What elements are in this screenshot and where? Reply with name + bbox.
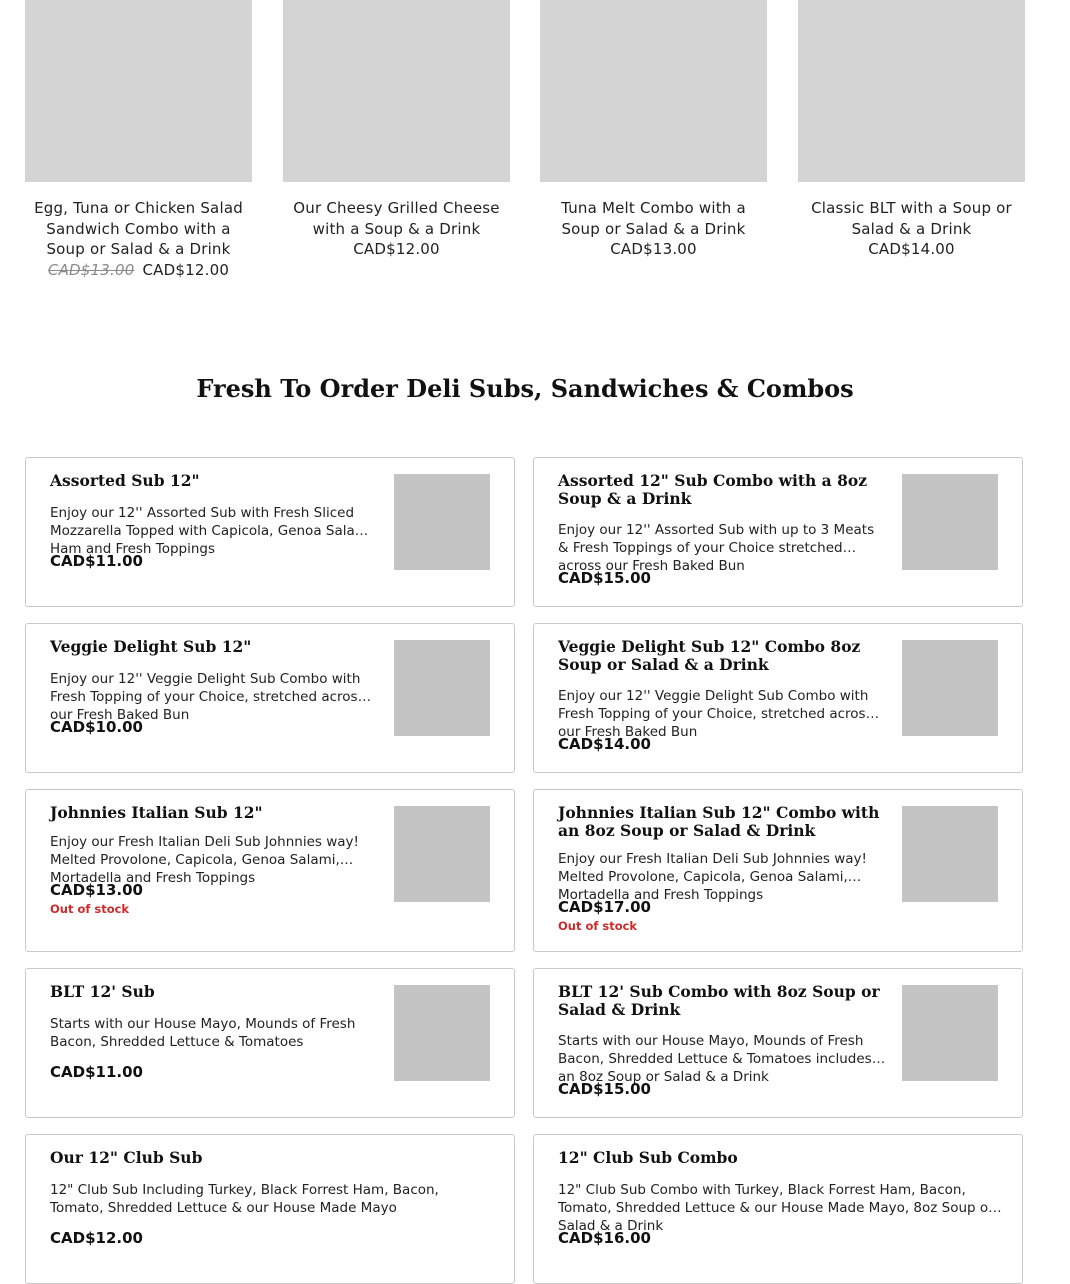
menu-item-card[interactable]	[25, 1134, 515, 1284]
menu-item-info	[50, 983, 378, 1082]
menu-item-card[interactable]	[533, 457, 1023, 607]
menu-item-card[interactable]	[533, 968, 1023, 1118]
menu-item-image[interactable]	[902, 640, 998, 736]
menu-item-name[interactable]: Veggie Delight Sub 12"	[50, 637, 252, 656]
menu-item-name[interactable]: Assorted Sub 12"	[50, 471, 200, 490]
product-image[interactable]	[25, 0, 252, 182]
menu-item-image[interactable]	[394, 806, 490, 902]
menu-item-description: Enjoy our 12'' Assorted Sub with up to 3 Meats & Fresh Toppings of your Choice stretched across our Fresh Baked Bun	[558, 522, 875, 574]
menu-item-description: Starts with our House Mayo, Mounds of Fresh Bacon, Shredded Lettuce & Tomatoes includes an 8oz Soup or Salad & a Drink	[558, 1033, 872, 1085]
product-price-row	[25, 260, 252, 281]
menu-item-price: CAD$10.00	[50, 717, 143, 736]
menu-item-name[interactable]: Johnnies Italian Sub 12" Combo with an 8oz Soup or Salad & Drink	[558, 803, 880, 840]
menu-item-info	[50, 804, 378, 916]
product-price: CAD$12.00	[142, 260, 230, 279]
product-image[interactable]	[798, 0, 1025, 182]
menu-item-price: CAD$12.00	[50, 1228, 143, 1247]
menu-item-card[interactable]	[25, 457, 515, 607]
product-image[interactable]	[283, 0, 510, 182]
menu-item-price: CAD$15.00	[558, 569, 651, 587]
section-title: Fresh To Order Deli Subs, Sandwiches & Combos	[196, 374, 854, 403]
menu-item-price: CAD$11.00	[50, 1062, 143, 1081]
menu-item-image[interactable]	[902, 985, 998, 1081]
menu-item-description: Enjoy our 12'' Veggie Delight Sub Combo with Fresh Topping of your Choice, stretched across our Fresh Baked Bun	[558, 688, 873, 740]
menu-item-price: CAD$11.00	[50, 551, 143, 570]
menu-item-card[interactable]	[533, 789, 1023, 952]
menu-item-info	[558, 983, 886, 1099]
menu-item-card[interactable]	[25, 623, 515, 773]
product-card[interactable]	[283, 0, 510, 260]
menu-item-image[interactable]	[394, 640, 490, 736]
menu-item-info	[558, 638, 886, 754]
menu-item-name[interactable]: BLT 12' Sub Combo with 8oz Soup or Salad & Drink	[558, 982, 880, 1019]
menu-item-name[interactable]: Johnnies Italian Sub 12"	[50, 803, 263, 822]
menu-item-card[interactable]	[25, 968, 515, 1118]
menu-item-image[interactable]	[394, 985, 490, 1081]
menu-item-info	[558, 1149, 1004, 1248]
menu-item-price: CAD$16.00	[558, 1228, 651, 1247]
menu-item-description: Enjoy our Fresh Italian Deli Sub Johnnies way! Melted Provolone, Capicola, Genoa Salami, Mortadella and Fresh Toppings	[50, 833, 359, 886]
menu-item-card[interactable]	[25, 789, 515, 952]
menu-item-description: Enjoy our Fresh Italian Deli Sub Johnnies way! Melted Provolone, Capicola, Genoa Salami, Mortadella and Fresh Toppings	[558, 851, 867, 903]
product-title[interactable]: Our Cheesy Grilled Cheese with a Soup & a Drink	[293, 199, 500, 238]
menu-item-name[interactable]: 12" Club Sub Combo	[558, 1148, 738, 1167]
menu-item-price: CAD$14.00	[558, 735, 651, 753]
menu-item-name[interactable]: Veggie Delight Sub 12" Combo 8oz Soup or Salad & a Drink	[558, 637, 861, 674]
menu-item-name[interactable]: Our 12" Club Sub	[50, 1148, 203, 1167]
menu-item-image[interactable]	[902, 806, 998, 902]
menu-item-info	[50, 638, 378, 737]
menu-item-image[interactable]	[394, 474, 490, 570]
menu-item-info	[50, 472, 378, 571]
product-price: CAD$14.00	[868, 240, 955, 258]
menu-item-price: CAD$17.00	[558, 898, 651, 916]
stock-status-badge: Out of stock	[558, 919, 638, 933]
product-title[interactable]: Egg, Tuna or Chicken Salad Sandwich Combo with a Soup or Salad & a Drink	[34, 199, 243, 258]
menu-item-info	[558, 472, 886, 588]
menu-item-description: Enjoy our 12'' Veggie Delight Sub Combo with Fresh Topping of your Choice, stretched across our Fresh Baked Bun	[50, 670, 365, 723]
product-price: CAD$12.00	[353, 240, 440, 258]
product-title[interactable]: Tuna Melt Combo with a Soup or Salad & a Drink	[561, 199, 746, 238]
menu-item-description: 12" Club Sub Combo with Turkey, Black Forrest Ham, Bacon, Tomato, Shredded Lettuce & our House Made Mayo, 8oz Soup or Salad & a Drink	[558, 1181, 994, 1234]
product-title[interactable]: Classic BLT with a Soup or Salad & a Drink	[811, 199, 1012, 238]
menu-item-name[interactable]: Assorted 12" Sub Combo with a 8oz Soup & a Drink	[558, 471, 868, 508]
menu-item-price: CAD$13.00	[50, 880, 143, 899]
menu-item-info	[50, 1149, 496, 1248]
menu-item-card[interactable]	[533, 1134, 1023, 1284]
featured-products	[25, 0, 1025, 300]
product-image[interactable]	[540, 0, 767, 182]
product-price: CAD$13.00	[610, 240, 697, 258]
product-old-price: CAD$13.00	[47, 260, 135, 279]
product-card[interactable]	[540, 0, 767, 260]
menu-item-name[interactable]: BLT 12' Sub	[50, 982, 155, 1001]
menu-item-image[interactable]	[902, 474, 998, 570]
menu-item-description: Starts with our House Mayo, Mounds of Fresh Bacon, Shredded Lettuce & Tomatoes	[50, 1015, 356, 1050]
menu-item-description: 12" Club Sub Including Turkey, Black Forrest Ham, Bacon, Tomato, Shredded Lettuce & our House Made Mayo	[50, 1181, 439, 1216]
menu-item-price: CAD$15.00	[558, 1080, 651, 1098]
menu-item-info	[558, 804, 886, 933]
menu-item-card[interactable]	[533, 623, 1023, 773]
product-card[interactable]	[25, 0, 252, 280]
stock-status-badge: Out of stock	[50, 901, 130, 916]
menu-item-description: Enjoy our 12'' Assorted Sub with Fresh Sliced Mozzarella Topped with Capicola, Genoa Salami, Ham and Fresh Toppings	[50, 504, 376, 557]
product-card[interactable]	[798, 0, 1025, 260]
